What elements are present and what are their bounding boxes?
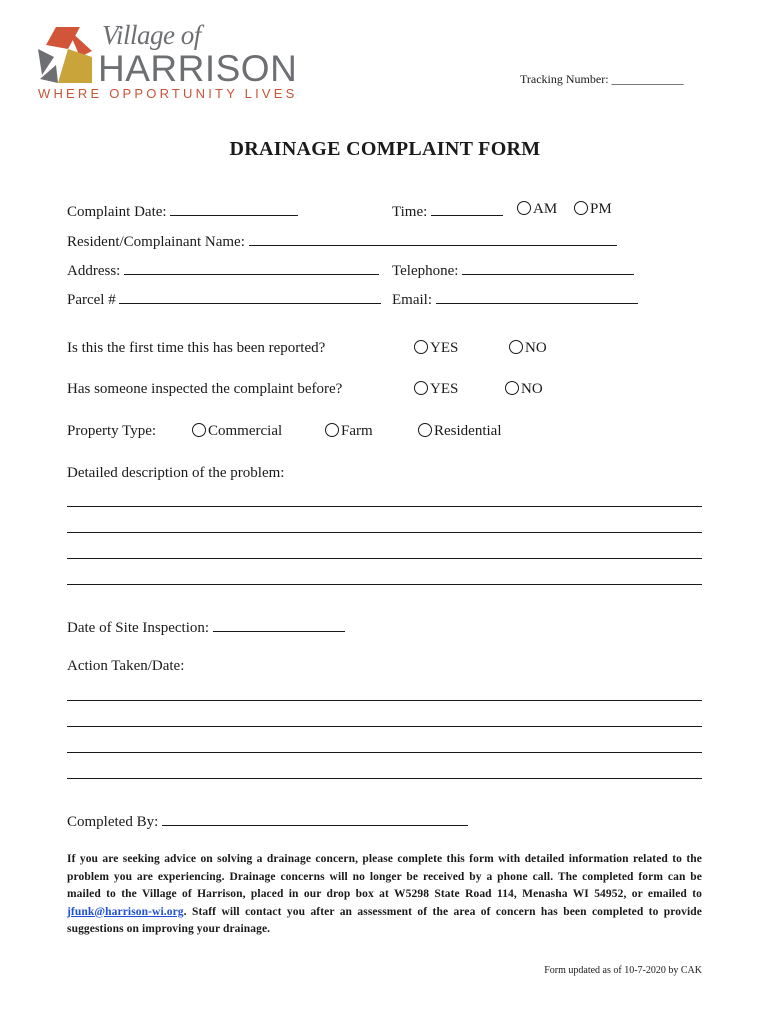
commercial-radio[interactable] [192, 423, 206, 437]
site-inspection-line[interactable] [213, 617, 345, 632]
submission-notice [67, 851, 702, 939]
action-taken-line[interactable] [67, 778, 702, 779]
telephone-label: Telephone: [392, 263, 459, 279]
description-line[interactable] [67, 584, 702, 585]
action-taken-line[interactable] [67, 726, 702, 727]
telephone-line[interactable] [462, 260, 634, 275]
first-time-no-radio[interactable] [509, 340, 523, 354]
tracking-number-field[interactable]: Tracking Number: ____________ [520, 72, 684, 86]
property-type-label: Property Type: [67, 423, 157, 439]
description-line[interactable] [67, 558, 702, 559]
first-time-yes-radio[interactable] [414, 340, 428, 354]
am-label: AM [533, 201, 558, 217]
email-field[interactable] [392, 289, 638, 309]
no-label: NO [521, 381, 543, 397]
complaint-date-line[interactable] [170, 201, 298, 216]
yes-label: YES [430, 340, 459, 356]
farm-option[interactable] [325, 423, 373, 440]
no-label: NO [525, 340, 547, 356]
description-line[interactable] [67, 506, 702, 507]
completed-by-field[interactable] [67, 811, 468, 831]
email-line[interactable] [436, 289, 638, 304]
action-taken-line[interactable] [67, 700, 702, 701]
pm-radio[interactable] [574, 201, 588, 215]
logo-village-text: Village of [102, 20, 201, 50]
logo-harrison-text: HARRISON [98, 48, 298, 89]
time-line[interactable] [431, 201, 503, 216]
village-logo-icon [38, 27, 94, 83]
residential-option[interactable] [418, 423, 502, 440]
email-link[interactable]: jfunk@harrison-wi.org [67, 905, 184, 918]
inspected-yes-radio[interactable] [414, 381, 428, 395]
action-taken-label: Action Taken/Date: [67, 658, 185, 674]
notice-text-after: . Staff will contact you after an assessment of the area of concern has been completed to provide suggestions on improving your drainage. [67, 905, 702, 935]
complaint-date-field[interactable] [67, 201, 298, 221]
residential-label: Residential [434, 423, 502, 439]
inspected-no-option[interactable] [505, 381, 543, 398]
inspected-yes-option[interactable] [414, 381, 458, 398]
first-time-no-option[interactable] [509, 340, 547, 357]
parcel-field[interactable] [67, 289, 381, 309]
form-updated-note: Form updated as of 10-7-2020 by CAK [544, 965, 702, 976]
parcel-line[interactable] [119, 289, 381, 304]
address-field[interactable] [67, 260, 379, 280]
site-inspection-field[interactable] [67, 617, 345, 637]
resident-name-line[interactable] [249, 231, 617, 246]
completed-by-line[interactable] [162, 811, 468, 826]
am-option[interactable] [517, 201, 557, 218]
email-label: Email: [392, 292, 432, 308]
address-line[interactable] [124, 260, 379, 275]
commercial-label: Commercial [208, 423, 283, 439]
farm-radio[interactable] [325, 423, 339, 437]
pm-option[interactable] [574, 201, 612, 218]
farm-label: Farm [341, 423, 373, 439]
site-inspection-label: Date of Site Inspection: [67, 620, 210, 636]
address-label: Address: [67, 263, 121, 279]
logo-tagline: WHERE OPPORTUNITY LIVES [38, 86, 298, 101]
parcel-label: Parcel # [67, 292, 116, 308]
yes-label: YES [430, 381, 459, 397]
complaint-date-label: Complaint Date: [67, 204, 167, 220]
page-title: DRAINAGE COMPLAINT FORM [229, 138, 541, 160]
am-radio[interactable] [517, 201, 531, 215]
resident-name-label: Resident/Complainant Name: [67, 234, 245, 250]
action-taken-line[interactable] [67, 752, 702, 753]
notice-text-before: If you are seeking advice on solving a drainage concern, please complete this form with detailed information related to the problem you are experiencing. Drainage concerns will no longer be received by a phone call. The completed form can be mailed to the Village of Harrison, placed in our drop box at W5298 State Road 114, Menasha WI 54952, or emailed to [67, 853, 702, 900]
first-time-yes-option[interactable] [414, 340, 458, 357]
completed-by-label: Completed By: [67, 814, 159, 830]
commercial-option[interactable] [192, 423, 282, 440]
time-field[interactable] [392, 201, 503, 221]
description-line[interactable] [67, 532, 702, 533]
time-label: Time: [392, 204, 428, 220]
description-label: Detailed description of the problem: [67, 465, 285, 481]
telephone-field[interactable] [392, 260, 634, 280]
resident-name-field[interactable] [67, 231, 617, 251]
inspected-no-radio[interactable] [505, 381, 519, 395]
first-time-question: Is this the first time this has been reported? [67, 340, 326, 356]
pm-label: PM [590, 201, 612, 217]
residential-radio[interactable] [418, 423, 432, 437]
inspected-question: Has someone inspected the complaint before? [67, 381, 343, 397]
